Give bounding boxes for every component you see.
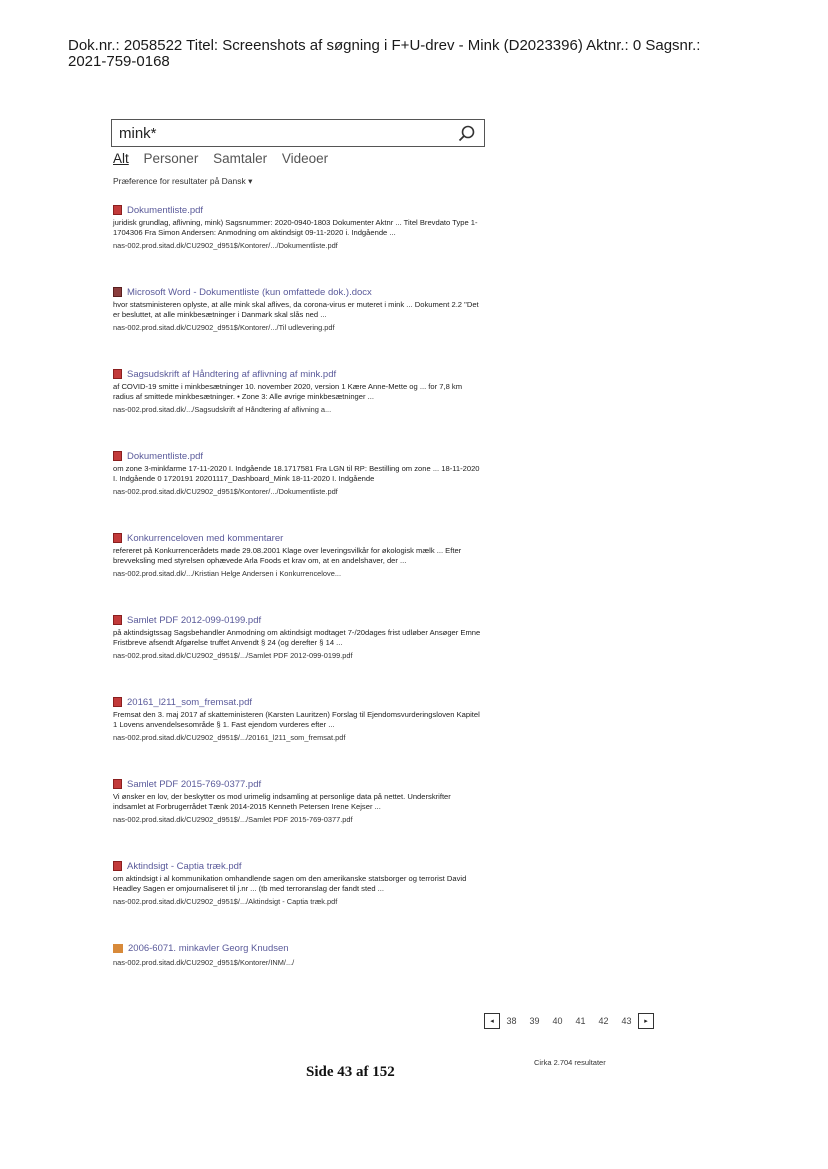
pdf-icon xyxy=(113,861,122,871)
tab-personer[interactable]: Personer xyxy=(143,151,199,166)
pdf-icon xyxy=(113,451,122,461)
list-item xyxy=(113,531,483,613)
list-item xyxy=(113,777,483,859)
document-icon xyxy=(113,287,122,297)
list-item xyxy=(113,613,483,695)
result-url: nas-002.prod.sitad.dk/CU2902_d951$/Kontorer/.../Dokumentliste.pdf xyxy=(113,241,338,251)
result-snippet: Fremsat den 3. maj 2017 af skatteministeren (Karsten Lauritzen) Forslag til Ejendomsvurderingsloven Kapitel 1 Lovens anvendelsesområde § 1. Fast ejendom vurderes efter ... xyxy=(113,710,480,730)
result-snippet: om aktindsigt i al kommunikation omhandlende sagen om den amerikanske statsborger og terrorist David Headley Sagen er omjournaliseret til j.nr ... (tb med terroranslag der fandt sted ... xyxy=(113,874,467,894)
result-snippet: refereret på Konkurrencerådets møde 29.08.2001 Klage over leveringsvilkår for økologisk mælk ... Efter brevveksling med styrelsen ophævede Arla Foods et krav om, at en andelshaver, der ... xyxy=(113,546,462,566)
result-link[interactable] xyxy=(113,531,483,545)
result-link[interactable] xyxy=(113,941,483,955)
prev-page-button[interactable]: ◂ xyxy=(484,1013,500,1029)
list-item xyxy=(113,941,483,981)
result-url: nas-002.prod.sitad.dk/CU2902_d951$/Kontorer/.../Dokumentliste.pdf xyxy=(113,487,338,497)
pagination xyxy=(484,1013,654,1029)
result-title[interactable]: Samlet PDF 2015-769-0377.pdf xyxy=(127,778,262,790)
result-title[interactable]: 20161_l211_som_fremsat.pdf xyxy=(127,696,252,708)
result-url: nas-002.prod.sitad.dk/CU2902_d951$/.../Samlet PDF 2012-099-0199.pdf xyxy=(113,651,353,661)
list-item xyxy=(113,203,483,285)
pdf-icon xyxy=(113,615,122,625)
result-title[interactable]: Dokumentliste.pdf xyxy=(127,204,204,216)
result-snippet: af COVID-19 smitte i minkbesætninger 10. november 2020, version 1 Kære Anne-Mette og ... for 7,8 km radius af smittede minkbesætninger. • Zone 3: Alle øvrige minkbesætninger ... xyxy=(113,382,463,402)
pdf-icon xyxy=(113,779,122,789)
folder-icon xyxy=(113,944,123,953)
document-header-line1: Dok.nr.: 2058522 Titel: Screenshots af søgning i F+U-drev - Mink (D2023396) Aktnr.: 0 Sagsnr.: xyxy=(68,37,701,54)
page-link[interactable]: 42 xyxy=(598,1016,609,1026)
result-snippet: om zone 3-minkfarme 17-11-2020 I. Indgående 18.1717581 Fra LGN til RP: Bestilling om zone ... 18-11-2020 I. Indgående 0 1720191 20201117_Dashboard_Mink 18-11-2020 I. Indgående xyxy=(113,464,480,484)
results-list xyxy=(113,203,483,981)
page-link[interactable]: 40 xyxy=(552,1016,563,1026)
list-item xyxy=(113,859,483,941)
search-box[interactable] xyxy=(111,119,485,147)
tab-videoer[interactable]: Videoer xyxy=(281,151,329,166)
result-snippet: Vi ønsker en lov, der beskytter os mod urimelig indsamling at personlige data på nettet. Underskrifter indsamlet at Forbrugerrådet Tænk 2014-2015 Kenneth Petersen Irene Kejser ... xyxy=(113,792,451,812)
footer-prefix: Side xyxy=(306,1064,338,1080)
list-item xyxy=(113,285,483,367)
language-preference[interactable]: Præference for resultater på Dansk ▾ xyxy=(113,176,253,186)
result-link[interactable] xyxy=(113,285,483,299)
list-item xyxy=(113,449,483,531)
result-link[interactable] xyxy=(113,367,483,381)
result-snippet: hvor statsministeren oplyste, at alle mink skal aflives, da corona-virus er muteret i mink ... Dokument 2.2 "Det er besluttet, at alle minkbesætninger i Danmark skal slås ned ... xyxy=(113,300,479,320)
result-link[interactable] xyxy=(113,203,483,217)
result-title[interactable]: Aktindsigt - Captia træk.pdf xyxy=(127,860,242,872)
pdf-icon xyxy=(113,533,122,543)
page-link-current[interactable]: 43 xyxy=(621,1016,632,1026)
document-header xyxy=(68,38,788,70)
result-url: nas-002.prod.sitad.dk/CU2902_d951$/.../20161_l211_som_fremsat.pdf xyxy=(113,733,346,743)
result-link[interactable] xyxy=(113,449,483,463)
search-tabs xyxy=(113,151,339,166)
result-url: nas-002.prod.sitad.dk/CU2902_d951$/Kontorer/INM/.../ xyxy=(113,958,295,967)
list-item xyxy=(113,367,483,449)
document-header-line2: 2021-759-0168 xyxy=(68,53,170,70)
result-count: Cirka 2.704 resultater xyxy=(534,1058,606,1067)
result-title[interactable]: Sagsudskrift af Håndtering af aflivning af mink.pdf xyxy=(127,368,337,380)
result-link[interactable] xyxy=(113,859,483,873)
pdf-icon xyxy=(113,697,122,707)
next-page-button[interactable]: ▸ xyxy=(638,1013,654,1029)
page-link[interactable]: 41 xyxy=(575,1016,586,1026)
pdf-icon xyxy=(113,205,122,215)
list-item xyxy=(113,695,483,777)
footer-total-pages: 152 xyxy=(372,1064,395,1080)
result-title[interactable]: Dokumentliste.pdf xyxy=(127,450,204,462)
result-title[interactable]: Microsoft Word - Dokumentliste (kun omfattede dok.).docx xyxy=(127,286,372,298)
result-snippet: juridisk grundlag, aflivning, mink) Sagsnummer: 2020-0940-1803 Dokumenter Aktnr ... Titel Brevdato Type 1-1704306 Fra Simon Andersen: Anmodning om aktindsigt 09-11-2020 i. Indgående ... xyxy=(113,218,478,238)
page-link[interactable]: 38 xyxy=(506,1016,517,1026)
result-url: nas-002.prod.sitad.dk/.../Sagsudskrift af Håndtering af aflivning a... xyxy=(113,405,332,415)
result-url: nas-002.prod.sitad.dk/CU2902_d951$/.../Aktindsigt - Captia træk.pdf xyxy=(113,897,338,907)
result-title[interactable]: Samlet PDF 2012-099-0199.pdf xyxy=(127,614,262,626)
footer-current-page: 43 xyxy=(337,1064,353,1080)
result-title[interactable]: 2006-6071. minkavler Georg Knudsen xyxy=(128,942,289,954)
search-icon[interactable] xyxy=(457,124,477,144)
result-url: nas-002.prod.sitad.dk/CU2902_d951$/Kontorer/.../Til udlevering.pdf xyxy=(113,323,335,333)
page-link[interactable]: 39 xyxy=(529,1016,540,1026)
result-url: nas-002.prod.sitad.dk/.../Kristian Helge Andersen i Konkurrencelove... xyxy=(113,569,342,579)
result-link[interactable] xyxy=(113,613,483,627)
pdf-icon xyxy=(113,369,122,379)
result-url: nas-002.prod.sitad.dk/CU2902_d951$/.../Samlet PDF 2015-769-0377.pdf xyxy=(113,815,353,825)
result-snippet: på aktindsigtssag Sagsbehandler Anmodning om aktindsigt modtaget 7-/20dages frist udløber Ansøger Emne Fristbreve afsendt Afgørelse truffet Anvendt § 24 (og derefter § 14 ... xyxy=(113,628,481,648)
footer-middle: af xyxy=(352,1064,373,1080)
page-footer xyxy=(306,1064,395,1081)
search-input[interactable] xyxy=(119,123,449,143)
result-link[interactable] xyxy=(113,695,483,709)
tab-alt[interactable]: Alt xyxy=(113,151,129,166)
result-title[interactable]: Konkurrenceloven med kommentarer xyxy=(127,532,284,544)
result-link[interactable] xyxy=(113,777,483,791)
tab-samtaler[interactable]: Samtaler xyxy=(213,151,268,166)
